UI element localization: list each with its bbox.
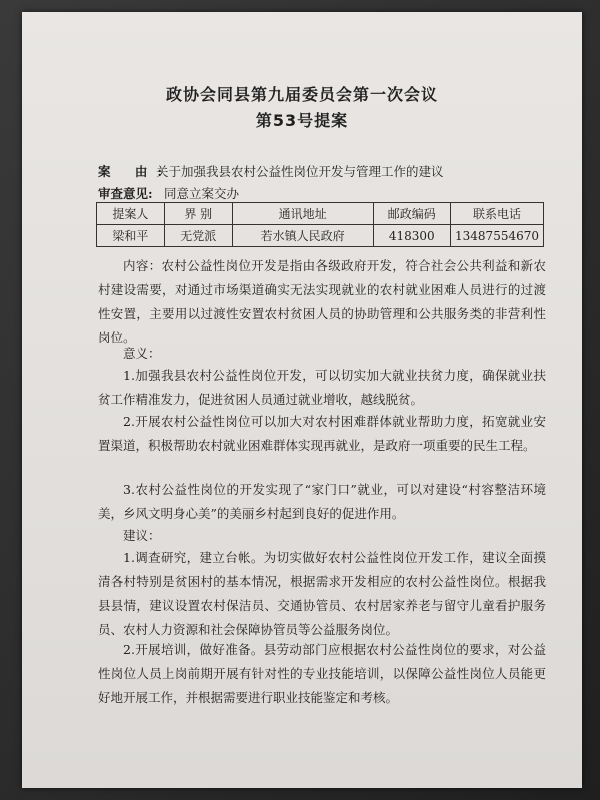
- content-paragraph: 内容：农村公益性岗位开发是指由各级政府开发，符合社会公共利益和新农村建设需要，对通过市场渠道确实无法实现就业的农村就业困难人员进行的过渡性安置，主要用以过渡性安置农村贫困人员的协助管理和公共服务类的非营利性岗位。: [98, 258, 546, 345]
- table-row: [97, 225, 544, 247]
- document-title: 政协会同县第九届委员会第一次会议: [165, 85, 438, 104]
- table-header-cell: 联系电话: [451, 203, 544, 225]
- meaning-item-1: 1.加强我县农村公益性岗位开发，可以切实加大就业扶贫力度，确保就业扶贫工作精准发力，促进贫困人员通过就业增收，越线脱贫。: [98, 368, 546, 407]
- proposal-document: [22, 12, 582, 788]
- suggestion-item-1: 1.调查研究，建立台帐。为切实做好农村公益性岗位开发工作，建议全面摸清各村特别是贫困村的基本情况，根据需求开发相应的农村公益性岗位。根据我县县情，建议设置农村保洁员、交通协管员、农村居家养老与留守儿童看护服务员、农村人力资源和社会保障协管员等公益服务岗位。: [98, 550, 546, 637]
- meaning-label: 意义：: [123, 346, 161, 361]
- address: 若水镇人民政府: [232, 225, 373, 247]
- case-label: 案 由:: [98, 164, 172, 179]
- table-header-cell: 提案人: [97, 203, 165, 225]
- meaning-item-3: 3.农村公益性岗位的开发实现了“家门口”就业，可以对建设“村容整洁环境美，乡风文明身心美”的美丽乡村起到良好的促进作用。: [98, 482, 546, 521]
- table-header-cell: 通讯地址: [232, 203, 373, 225]
- review-opinion: 同意立案交办: [164, 186, 240, 201]
- meaning-item-2: 2.开展农村公益性岗位可以加大对农村困难群体就业帮助力度，拓宽就业安置渠道，积极帮助农村就业困难群体实现再就业，是政府一项重要的民生工程。: [98, 414, 546, 453]
- table-header-cell: 界 别: [164, 203, 232, 225]
- postal-code: 418300: [373, 225, 450, 247]
- proposer-info-table: [96, 202, 544, 247]
- suggestion-label: 建议：: [123, 528, 161, 543]
- table-header-cell: 邮政编码: [373, 203, 450, 225]
- proposal-number: 第53号提案: [255, 111, 349, 130]
- proposer-name: 梁和平: [97, 225, 165, 247]
- table-header-row: [97, 203, 544, 225]
- phone: 13487554670: [451, 225, 544, 247]
- sector: 无党派: [164, 225, 232, 247]
- case-subject: 关于加强我县农村公益性岗位开发与管理工作的建议: [156, 164, 444, 179]
- review-label: 审查意见:: [98, 186, 153, 201]
- suggestion-item-2: 2.开展培训，做好准备。县劳动部门应根据农村公益性岗位的要求，对公益性岗位人员上岗前期开展有针对性的专业技能培训，以保障公益性岗位人员能更好地开展工作，并根据需要进行职业技能鉴定和考核。: [98, 642, 546, 705]
